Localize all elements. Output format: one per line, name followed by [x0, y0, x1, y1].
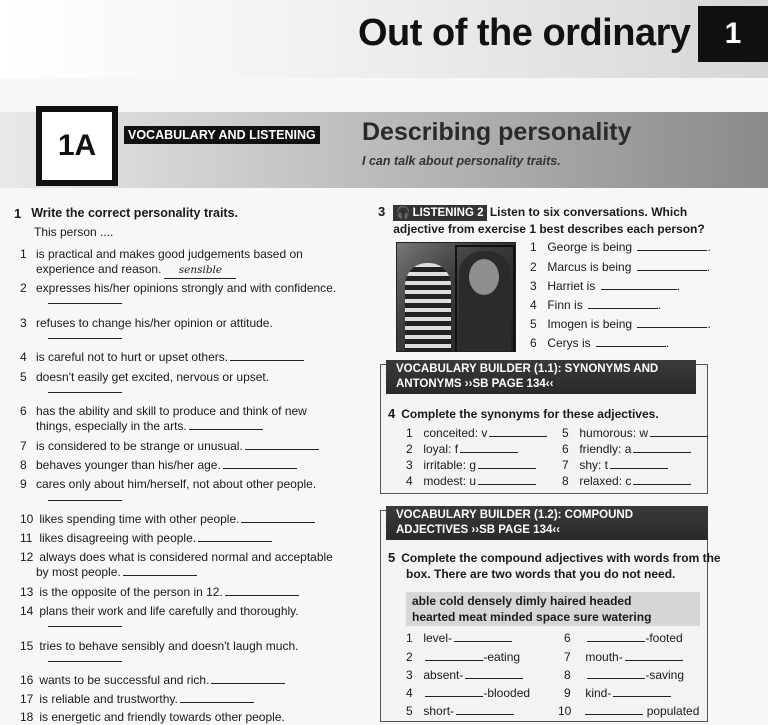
- item-number: 9: [20, 477, 27, 491]
- answer-field[interactable]: [48, 500, 122, 501]
- item-number: 4: [20, 350, 27, 364]
- exercise-instruction-cont: box. There are two words that you do not need.: [406, 567, 676, 581]
- list-item: [20, 710, 340, 725]
- item-number: 16: [20, 673, 34, 687]
- answer-field[interactable]: [587, 668, 645, 679]
- item-text: expresses his/her opinions strongly and with confidence.: [36, 281, 337, 295]
- exercise-4-heading: [388, 406, 659, 421]
- answer-field[interactable]: sensible: [164, 263, 236, 279]
- answer-field[interactable]: [245, 439, 319, 450]
- list-item: 5 short-: [406, 704, 514, 718]
- item-number: 18: [20, 710, 34, 724]
- item-number: 5: [20, 370, 27, 384]
- item-number: 1: [530, 240, 537, 254]
- list-item: 3 absent-: [406, 668, 523, 682]
- list-item: 4 -blooded: [406, 686, 531, 700]
- list-item: 2 loyal: f: [406, 442, 518, 456]
- word-box: [406, 592, 700, 626]
- item-number: 11: [20, 531, 33, 545]
- lesson-title: Describing personality: [362, 118, 632, 146]
- exercise-number: 4: [388, 406, 396, 421]
- list-item: 3 Harriet is .: [530, 279, 681, 293]
- list-item: 3 irritable: g: [406, 458, 536, 472]
- exercise-1-heading: [14, 206, 344, 221]
- list-item: 7 shy: t: [562, 458, 668, 472]
- exercise-instruction: Complete the synonyms for these adjectives.: [401, 407, 659, 421]
- answer-field[interactable]: [478, 458, 536, 469]
- item-number: 6: [20, 404, 27, 418]
- answer-field[interactable]: [241, 512, 315, 523]
- list-item: 6 Cerys is .: [530, 336, 670, 350]
- item-text: doesn't easily get excited, nervous or upset.: [36, 370, 270, 384]
- exercise-number: 5: [388, 550, 396, 565]
- exercise-instruction: Listen to six conversations. Which: [489, 205, 688, 219]
- item-text: cares only about him/herself, not about other people.: [36, 477, 317, 491]
- exercise-3: [378, 204, 716, 237]
- lesson-subtitle: I can talk about personality traits.: [362, 154, 561, 168]
- chapter-title: Out of the ordinary: [358, 12, 691, 54]
- answer-field[interactable]: [48, 338, 122, 339]
- answer-field[interactable]: [425, 650, 483, 661]
- answer-field[interactable]: [230, 350, 304, 361]
- list-item: [20, 316, 340, 331]
- exercise-instruction-cont: adjective from exercise 1 best describes each person?: [393, 222, 705, 236]
- exercise-number: 3: [378, 204, 386, 219]
- list-item: [20, 512, 340, 527]
- exercise-instruction: Complete the compound adjectives with words from the: [401, 551, 721, 565]
- answer-field[interactable]: [425, 686, 483, 697]
- answer-field[interactable]: [633, 442, 691, 453]
- headphones-icon: 🎧: [396, 207, 411, 219]
- list-item: [20, 673, 340, 688]
- list-item: 5 Imogen is being .: [530, 317, 711, 331]
- item-text: is the opposite of the person in 12.: [39, 585, 223, 599]
- list-item: [20, 550, 340, 580]
- item-number: 2: [20, 281, 27, 295]
- word-list: able cold densely dimly haired headed: [412, 594, 632, 608]
- item-text: has the ability and skill to produce and think of new: [36, 404, 307, 418]
- answer-field[interactable]: [48, 626, 122, 627]
- item-number: 17: [20, 692, 34, 706]
- list-item: [20, 604, 340, 619]
- list-item: 4 modest: u: [406, 474, 536, 488]
- answer-field[interactable]: [223, 458, 297, 469]
- item-number: 4: [530, 298, 537, 312]
- answer-field[interactable]: [489, 426, 547, 437]
- answer-field[interactable]: [613, 686, 671, 697]
- list-item: [20, 477, 340, 492]
- list-item: 1 level-: [406, 631, 512, 645]
- exercise-instruction: Write the correct personality traits.: [31, 206, 239, 220]
- item-text: George is being: [547, 240, 633, 254]
- item-text: is reliable and trustworthy.: [39, 692, 178, 706]
- lesson-tag: VOCABULARY AND LISTENING: [124, 126, 320, 144]
- item-text: Finn is: [547, 298, 583, 312]
- chapter-number: 1: [698, 6, 768, 62]
- item-text: refuses to change his/her opinion or attitude.: [36, 316, 273, 330]
- answer-field[interactable]: [123, 565, 197, 576]
- item-text: Marcus is being: [547, 260, 632, 274]
- list-item: [20, 281, 340, 296]
- item-text: is energetic and friendly towards other people.: [39, 710, 285, 724]
- answer-field[interactable]: [478, 474, 536, 485]
- item-number: 12: [20, 550, 34, 564]
- item-number: 3: [530, 279, 537, 293]
- item-number: 6: [530, 336, 537, 350]
- answer-field[interactable]: [454, 631, 512, 642]
- item-number: 5: [530, 317, 537, 331]
- list-item: 5 humorous: w: [562, 426, 708, 440]
- answer-field[interactable]: [189, 419, 263, 430]
- word-list-cont: hearted meat minded space sure watering: [412, 610, 652, 624]
- item-number: 7: [20, 439, 27, 453]
- answer-field[interactable]: [211, 673, 285, 684]
- item-text: Harriet is: [547, 279, 596, 293]
- answer-field[interactable]: [456, 704, 514, 715]
- list-item: [20, 439, 340, 454]
- item-text: is considered to be strange or unusual.: [36, 439, 243, 453]
- answer-field[interactable]: [601, 279, 677, 290]
- answer-field[interactable]: [48, 392, 122, 393]
- list-item: 7 mouth-: [564, 650, 683, 664]
- list-item: [20, 458, 340, 473]
- item-number: 15: [20, 639, 34, 653]
- answer-field[interactable]: [48, 661, 122, 662]
- list-item: 8 relaxed: c: [562, 474, 691, 488]
- list-item: 4 Finn is .: [530, 298, 662, 312]
- list-item: [20, 639, 340, 654]
- item-number: 14: [20, 604, 34, 618]
- list-item: [20, 350, 340, 365]
- listening-photo: [396, 242, 516, 352]
- answer-field[interactable]: [588, 298, 658, 309]
- list-item: 2 Marcus is being .: [530, 260, 711, 274]
- item-text: tries to behave sensibly and doesn't laugh much.: [39, 639, 299, 653]
- item-text: wants to be successful and rich.: [39, 673, 210, 687]
- item-text: Imogen is being: [547, 317, 633, 331]
- list-item: 1 George is being .: [530, 240, 711, 254]
- lesson-code: 1A: [36, 106, 118, 186]
- list-item: [20, 692, 340, 707]
- item-number: 3: [20, 316, 27, 330]
- exercise-number: 1: [14, 206, 22, 221]
- item-number: 10: [20, 512, 34, 526]
- item-text: likes disagreeing with people.: [39, 531, 197, 545]
- answer-field[interactable]: [585, 704, 643, 715]
- item-text: behaves younger than his/her age.: [36, 458, 221, 472]
- listening-tag[interactable]: [393, 205, 486, 221]
- list-item: 1 conceited: v: [406, 426, 547, 440]
- list-item: 9 kind-: [564, 686, 671, 700]
- item-number: 2: [530, 260, 537, 274]
- answer-field[interactable]: [460, 442, 518, 453]
- exercise-intro: This person ....: [34, 225, 114, 239]
- vocabulary-builder-2-title: VOCABULARY BUILDER (1.2): COMPOUND ADJECTIVES ››SB PAGE 134‹‹: [386, 506, 708, 540]
- listening-track-label: LISTENING 2: [412, 207, 484, 219]
- list-item: [20, 531, 340, 546]
- vocabulary-builder-1-title: VOCABULARY BUILDER (1.1): SYNONYMS AND ANTONYMS ››SB PAGE 134‹‹: [386, 360, 696, 394]
- exercise-1: [14, 206, 344, 239]
- answer-field[interactable]: [610, 458, 668, 469]
- item-text: is practical and makes good judgements based on: [36, 247, 303, 261]
- list-item: [20, 370, 340, 385]
- answer-field[interactable]: [637, 240, 707, 251]
- answer-field[interactable]: [465, 668, 523, 679]
- item-number: 1: [20, 247, 27, 261]
- answer-field[interactable]: [637, 260, 707, 271]
- exercise-5-heading: [388, 550, 721, 582]
- list-item: [20, 404, 340, 434]
- answer-field[interactable]: [637, 317, 707, 328]
- answer-field[interactable]: [48, 303, 122, 304]
- list-item: [20, 585, 340, 600]
- list-item: 8 -saving: [564, 668, 685, 682]
- answer-field[interactable]: [198, 531, 272, 542]
- answer-field[interactable]: [625, 650, 683, 661]
- item-text-cont: experience and reason.: [36, 262, 162, 276]
- item-text: always does what is considered normal and acceptable: [39, 550, 333, 564]
- list-item: [20, 247, 340, 279]
- list-item: 6 friendly: a: [562, 442, 691, 456]
- item-text-cont: by most people.: [36, 565, 121, 579]
- list-item: 2 -eating: [406, 650, 521, 664]
- exercise-3-heading: [378, 204, 716, 237]
- item-number: 8: [20, 458, 27, 472]
- item-text: is careful not to hurt or upset others.: [36, 350, 229, 364]
- item-text: likes spending time with other people.: [39, 512, 240, 526]
- answer-field[interactable]: [587, 631, 645, 642]
- list-item: 6 -footed: [564, 631, 683, 645]
- item-text: plans their work and life carefully and thoroughly.: [39, 604, 299, 618]
- answer-field[interactable]: [180, 692, 254, 703]
- answer-field[interactable]: [650, 426, 708, 437]
- answer-field[interactable]: [633, 474, 691, 485]
- item-text: Cerys is: [547, 336, 591, 350]
- answer-field[interactable]: [225, 585, 299, 596]
- list-item: 10 populated: [558, 704, 700, 718]
- answer-field[interactable]: [596, 336, 666, 347]
- item-number: 13: [20, 585, 34, 599]
- item-text-cont: things, especially in the arts.: [36, 419, 187, 433]
